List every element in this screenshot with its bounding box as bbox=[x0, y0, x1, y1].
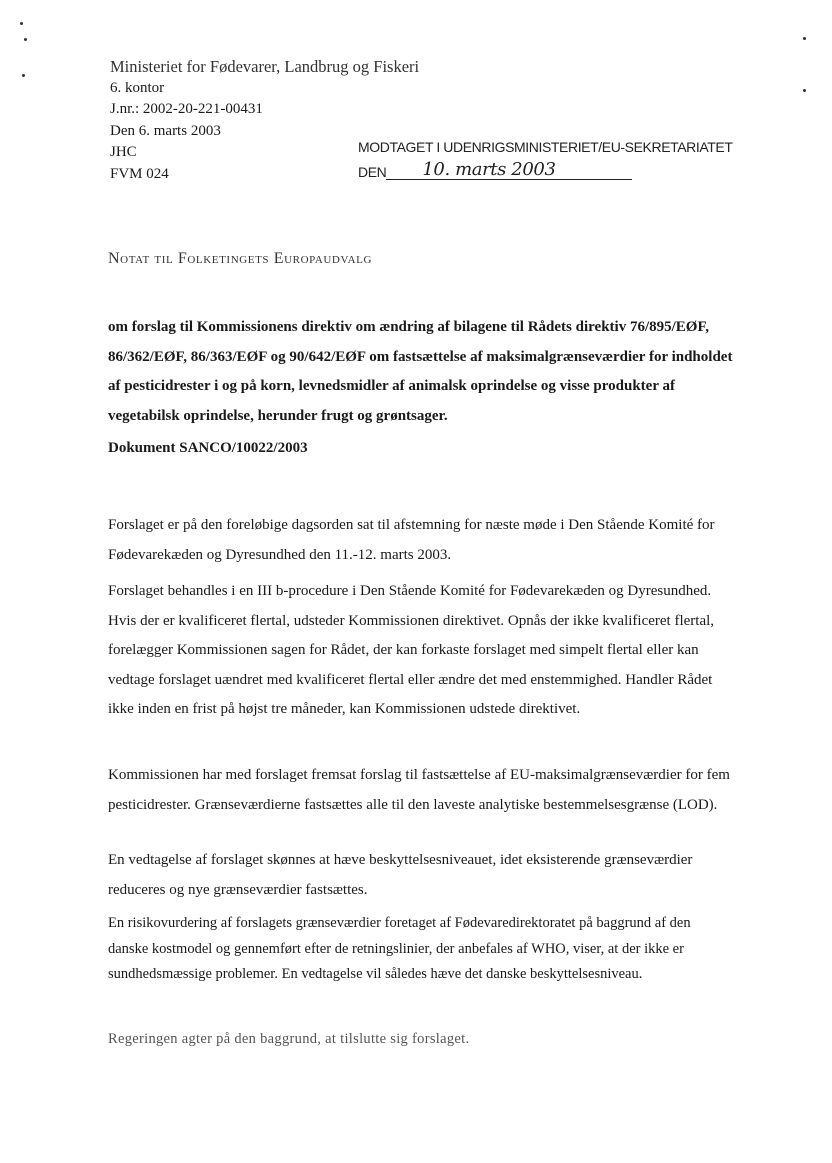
document-reference: Dokument SANCO/10022/2003 bbox=[108, 440, 308, 456]
office: 6. kontor bbox=[110, 79, 165, 96]
journal-number: J.nr.: 2002-20-221-00431 bbox=[110, 101, 263, 117]
scan-speck bbox=[803, 89, 806, 92]
subject-heading: om forslag til Kommissionens direktiv om ændring af bilagene til Rådets direktiv 76/895/EØF, 86/362/EØF, 86/363/EØF og 90/642/EØF om fastsættelse af maksimalgrænseværdier for indholdet af pesticidrester i og på korn, levnedsmidler af animalsk oprindelse og visse produkter af vegetabilsk oprindelse, herunder frugt og grøntsager. bbox=[108, 319, 733, 424]
stamp-handwritten-date: 10. marts 2003 bbox=[386, 161, 632, 180]
paragraph: Forslaget behandles i en III b-procedure i Den Stående Komité for Fødevarekæden og Dyresundhed. Hvis der er kvalificeret flertal, udsteder Kommissionen direktivet. Opnås der ikke kvalificeret flertal, forelægger Kommissionen sagen for Rådet, der kan forkaste forslaget med simpelt flertal eller kan vedtage forslaget uændret med kvalificeret flertal eller ændre det med enstemmighed. Handler Rådet ikke inden en frist på højst tre måneder, kan Kommissionen udstede direktivet. bbox=[108, 583, 715, 717]
paragraph: Kommissionen har med forslaget fremsat forslag til fastsættelse af EU-maksimalgrænseværdier for fem pesticidrester. Grænseværdierne fastsættes alle til den laveste analytiske bestemmelsesgrænse (LOD). bbox=[108, 767, 730, 813]
scan-speck bbox=[20, 22, 23, 25]
reference: FVM 024 bbox=[110, 165, 169, 182]
stamp-text: MODTAGET I UDENRIGSMINISTERIET/EU-SEKRETARIATET bbox=[358, 139, 733, 155]
scan-speck bbox=[22, 74, 25, 77]
scan-speck bbox=[803, 37, 806, 40]
stamp-den-label: DEN bbox=[358, 164, 387, 180]
initials: JHC bbox=[110, 144, 137, 160]
document-title: Notat til Folketingets Europaudvalg bbox=[108, 250, 373, 267]
scan-speck bbox=[24, 38, 27, 41]
paragraph: Regeringen agter på den baggrund, at tilslutte sig forslaget. bbox=[108, 1031, 470, 1047]
paragraph: En vedtagelse af forslaget skønnes at hæve beskyttelsesniveauet, idet eksisterende grænseværdier reduceres og nye grænseværdier fastsættes. bbox=[108, 852, 693, 898]
ministry-name: Ministeriet for Fødevarer, Landbrug og Fiskeri bbox=[110, 57, 420, 76]
document-date: Den 6. marts 2003 bbox=[110, 122, 221, 139]
paragraph: En risikovurdering af forslagets grænseværdier foretaget af Fødevaredirektoratet på baggrund af den danske kostmodel og gennemført efter de retningslinier, der anbefales af WHO, viser, at der ikke er sundhedsmæssige problemer. En vedtagelse vil således hæve det danske beskyttelsesniveau. bbox=[108, 915, 691, 982]
received-stamp bbox=[358, 139, 733, 180]
paragraph: Forslaget er på den foreløbige dagsorden sat til afstemning for næste møde i Den Stående Komité for Fødevarekæden og Dyresundhed den 11.-12. marts 2003. bbox=[108, 517, 715, 563]
